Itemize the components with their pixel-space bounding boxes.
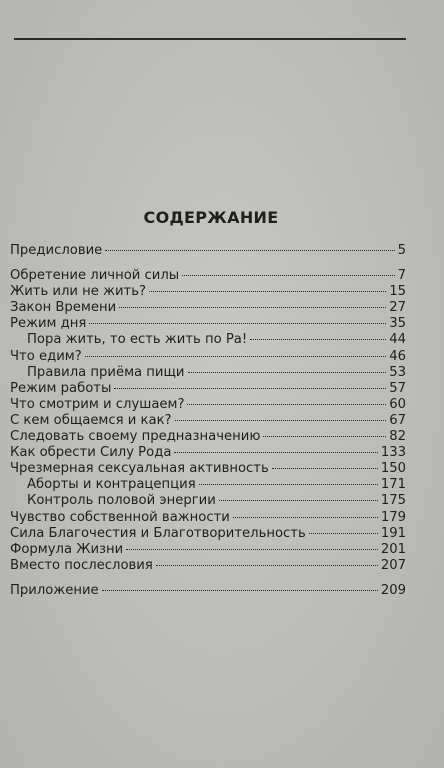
dot-leader: [156, 565, 378, 566]
toc-entry-page: 201: [380, 541, 406, 557]
dot-leader: [174, 452, 377, 453]
toc-entry-label: Предисловие: [10, 243, 103, 258]
dot-leader: [182, 275, 394, 276]
toc-entry-label: Как обрести Силу Рода: [10, 445, 172, 461]
dot-leader: [250, 339, 386, 340]
toc-entry[interactable]: [10, 268, 406, 284]
toc-entry-page: 5: [397, 243, 406, 258]
dot-leader: [187, 404, 386, 405]
toc-subentry[interactable]: [10, 493, 406, 509]
toc-entry-label: Правила приёма пищи: [27, 364, 185, 380]
toc-entry-label: Жить или не жить?: [10, 284, 147, 300]
dot-leader: [233, 517, 378, 518]
toc-entry-label: Закон Времени: [10, 300, 117, 316]
toc-title: СОДЕРЖАНИЕ: [143, 208, 279, 227]
toc-entry-label: Аборты и контрацепция: [27, 477, 196, 493]
toc-entry-label: Пора жить, то есть жить по Ра!: [27, 332, 248, 348]
toc-entry-page: 207: [380, 557, 406, 573]
dot-leader: [149, 291, 386, 292]
toc-entry[interactable]: [10, 316, 406, 332]
toc-entry[interactable]: [10, 397, 406, 413]
toc-entry[interactable]: [10, 284, 406, 300]
toc-entry-label: Формула Жизни: [10, 541, 124, 557]
dot-leader: [263, 436, 386, 437]
toc-entry-label: Чувство собственной важности: [10, 509, 230, 525]
toc-entry[interactable]: [10, 381, 406, 397]
toc-entry-appendix[interactable]: [10, 583, 406, 599]
toc-entry-page: 46: [389, 348, 406, 364]
toc-entry[interactable]: [10, 461, 406, 477]
toc-subentry[interactable]: [10, 332, 406, 348]
dot-leader: [102, 590, 378, 591]
toc-entry-label: Что смотрим и слушаем?: [10, 396, 185, 412]
toc-entry-page: 175: [380, 493, 406, 509]
dot-leader: [89, 323, 386, 324]
dot-leader: [126, 549, 378, 550]
toc-entry-label: Что едим?: [10, 348, 82, 364]
toc-entry[interactable]: [10, 526, 406, 542]
toc-entry-label: Приложение: [10, 582, 99, 598]
toc-entry-page: 7: [397, 268, 406, 284]
toc-entry[interactable]: [10, 542, 406, 558]
toc-entry-page: 15: [389, 284, 406, 300]
toc-entry-page: 67: [389, 412, 406, 428]
dot-leader: [85, 356, 386, 357]
toc-entry-label: Режим работы: [10, 380, 112, 396]
toc-subentry[interactable]: [10, 477, 406, 493]
toc-entry[interactable]: [10, 429, 406, 445]
dot-leader: [272, 468, 378, 469]
toc-entry-label: С кем общаемся и как?: [10, 412, 172, 428]
toc-entry-label: Обретение личной силы: [10, 268, 180, 284]
toc-entry-page: 27: [389, 300, 406, 316]
toc-entry-page: 53: [389, 364, 406, 380]
toc-entry-page: 191: [380, 525, 406, 541]
toc-entry[interactable]: [10, 510, 406, 526]
toc-entry-label: Режим дня: [10, 316, 87, 332]
toc-entry[interactable]: [10, 300, 406, 316]
toc-entry[interactable]: [10, 349, 406, 365]
dot-leader: [188, 372, 387, 373]
dot-leader: [199, 484, 378, 485]
dot-leader: [219, 500, 378, 501]
toc-entry-page: 35: [389, 316, 406, 332]
dot-leader: [175, 420, 387, 421]
toc-entry-label: Следовать своему предназначению: [10, 429, 261, 445]
toc-entry-preface[interactable]: [10, 243, 406, 259]
toc-entry-page: 179: [380, 509, 406, 525]
toc-entry-page: 133: [380, 445, 406, 461]
toc-entry[interactable]: [10, 558, 406, 574]
dot-leader: [114, 388, 386, 389]
header-rule: [14, 38, 406, 40]
toc-entry-page: 57: [389, 380, 406, 396]
toc-entry-page: 209: [380, 582, 406, 598]
toc-entry-page: 82: [389, 429, 406, 445]
toc-entry-label: Чрезмерная сексуальная активность: [10, 461, 269, 477]
toc-entry-page: 44: [389, 332, 406, 348]
toc-entry[interactable]: [10, 445, 406, 461]
toc-entry-page: 150: [380, 461, 406, 477]
toc-entry[interactable]: [10, 413, 406, 429]
dot-leader: [309, 533, 378, 534]
toc-entry-page: 171: [380, 477, 406, 493]
toc-entry-page: 60: [389, 396, 406, 412]
dot-leader: [119, 307, 386, 308]
table-of-contents: [10, 243, 406, 599]
dot-leader: [105, 250, 394, 251]
toc-entry-label: Вместо послесловия: [10, 557, 153, 573]
toc-subentry[interactable]: [10, 365, 406, 381]
toc-entry-label: Сила Благочестия и Благотворительность: [10, 525, 306, 541]
toc-entry-label: Контроль половой энергии: [27, 493, 216, 509]
